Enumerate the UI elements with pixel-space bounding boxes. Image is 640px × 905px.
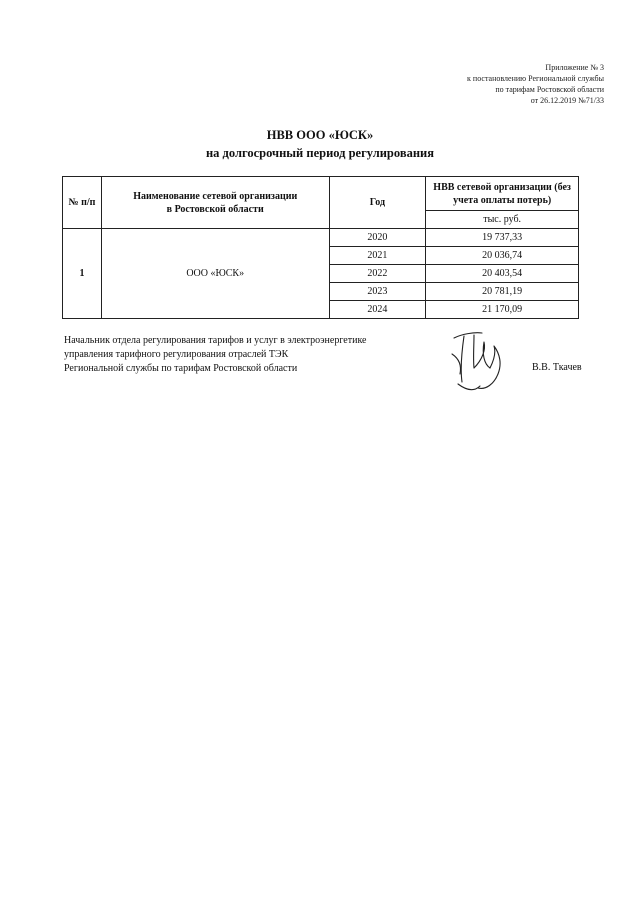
appendix-line: от 26.12.2019 №71/33 [530, 96, 604, 105]
appendix-line: по тарифам Ростовской области [495, 85, 604, 94]
appendix-line: Приложение № 3 [545, 63, 604, 72]
value-cell: 19 737,33 [426, 229, 579, 247]
year-cell: 2024 [329, 301, 426, 319]
subtitle-line: на долгосрочный период регулирования [205, 146, 434, 160]
header-year: Год [329, 177, 426, 229]
year-cell: 2023 [329, 283, 426, 301]
title-line: НВВ ООО «ЮСК» [266, 128, 374, 142]
year-cell: 2020 [329, 229, 426, 247]
document-title [0, 126, 640, 162]
handwritten-signature [444, 324, 524, 396]
table-row [63, 229, 579, 247]
header-num: № п/п [63, 177, 102, 229]
year-cell: 2021 [329, 247, 426, 265]
nvv-table [62, 176, 579, 319]
value-cell: 20 403,54 [426, 265, 579, 283]
position-line: управления тарифного регулирования отраслей ТЭК [64, 349, 289, 360]
appendix-note [467, 62, 604, 106]
value-cell: 21 170,09 [426, 301, 579, 319]
position-line: Региональной службы по тарифам Ростовской области [64, 363, 298, 374]
signer-name: В.В. Ткачев [532, 362, 582, 373]
value-cell: 20 036,74 [426, 247, 579, 265]
row-number: 1 [63, 229, 102, 319]
header-unit: тыс. руб. [426, 211, 579, 229]
signatory-position [64, 334, 367, 376]
appendix-line: к постановлению Региональной службы [467, 74, 604, 83]
position-line: Начальник отдела регулирования тарифов и услуг в электроэнергетике [64, 335, 367, 346]
organization-name: ООО «ЮСК» [101, 229, 329, 319]
header-nvv: НВВ сетевой организации (без учета оплаты потерь) [426, 177, 579, 211]
year-cell: 2022 [329, 265, 426, 283]
value-cell: 20 781,19 [426, 283, 579, 301]
table-header-row [63, 177, 579, 211]
header-organization: Наименование сетевой организации в Ростовской области [101, 177, 329, 229]
